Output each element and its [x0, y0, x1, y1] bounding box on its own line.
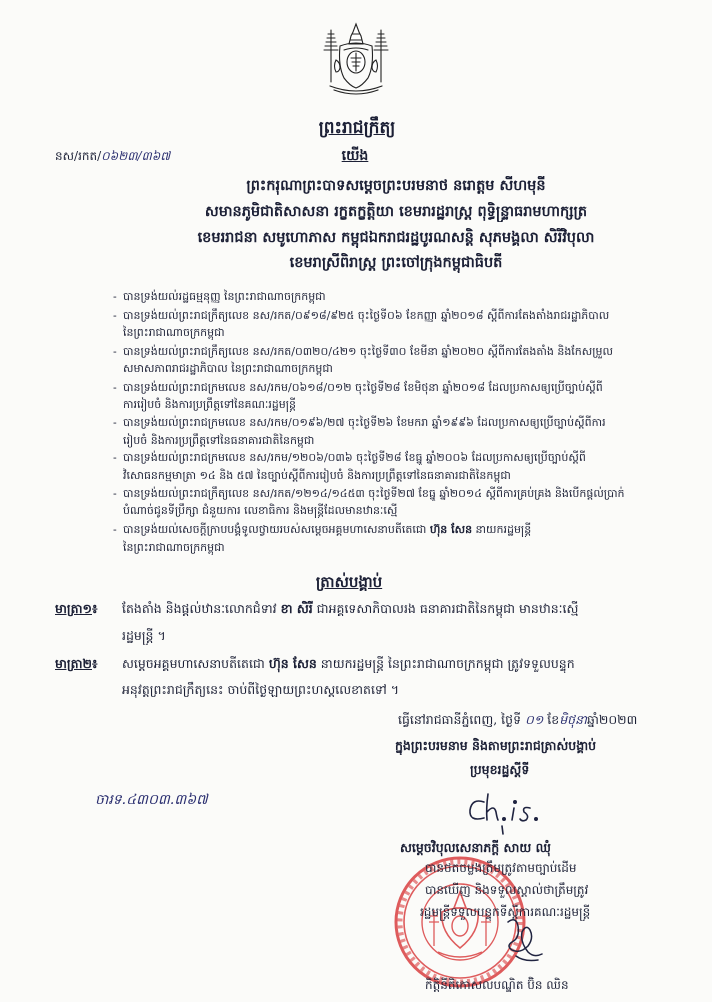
- preamble-line: រៀបចំ និងការប្រព្រឹត្តទៅនៃធនាគារជាតិនៃកម្ពុជា: [123, 434, 315, 447]
- bullet-marker: -: [113, 381, 117, 394]
- bullet-marker: -: [113, 345, 117, 358]
- signature-icon: [498, 912, 553, 967]
- article-line: [122, 600, 692, 618]
- royal-title-line: ព្រះករុណាព្រះបាទសម្តេចព្រះបរមនាថ នរោត្តម សីហមុនី: [246, 177, 546, 194]
- preamble-text: នាយករដ្ឋមន្ត្រី: [475, 523, 532, 536]
- signatory-name: សម្តេចវិបុលសេនាភក្តី សាយ ឈុំ: [400, 840, 551, 855]
- decree-reference: [55, 146, 255, 166]
- signature-icon: [462, 790, 562, 838]
- article-text: សម្តេចអគ្គមហាសេនាបតីតេជោ: [122, 656, 265, 671]
- article-line: [122, 655, 692, 673]
- registry-note: ចារទ.៤៣០៣.៣៦៧: [95, 792, 208, 808]
- preamble-line: បានទ្រង់យល់ព្រះរាជក្រឹត្យលេខ នស/រកត/០៣២០/៤២១ ចុះថ្ងៃទី៣០ ខែមីនា ឆ្នាំ២០២០ ស្តីពីការតែងតាំង និងកែសម្រួល: [123, 345, 613, 358]
- article-text: ជាអគ្គទេសាភិបាលរង ធនាគារជាតិនៃកម្ពុជា មានឋានៈស្មើ: [316, 601, 579, 616]
- authority-line: ក្នុងព្រះបរមនាម និងតាមព្រះរាជត្រាស់បង្គាប់: [395, 738, 597, 753]
- decree-we: យើង: [341, 148, 369, 164]
- article-number: មាត្រា២: [55, 656, 92, 671]
- preamble-text: បានទ្រង់យល់សេចក្តីក្រាបបង្គំទូលថ្វាយរបស់សម្តេចអគ្គមហាសេនាបតីតេជោ: [123, 523, 427, 536]
- preamble-line: នៃព្រះរាជាណាចក្រកម្ពុជា: [123, 541, 225, 554]
- article-label: [55, 655, 121, 673]
- bullet-marker: -: [113, 523, 117, 536]
- article-number: មាត្រា១: [55, 601, 92, 616]
- article-separator: ៖: [92, 601, 98, 616]
- preamble-line: នៃព្រះរាជាណាចក្រកម្ពុជា: [123, 326, 225, 339]
- preamble-line: បានទ្រង់យល់ព្រះរាជក្រមលេខ នស/រកម/០១៩៦/២៧ ចុះថ្ងៃទី២៦ ខែមករា ឆ្នាំ១៩៩៦ ដែលប្រកាសឲ្យប្រើច្បាប់ស្តីពីការ: [123, 416, 606, 429]
- preamble-line: សមាសភាពរាជរដ្ឋាភិបាល នៃព្រះរាជាណាចក្រកម្ពុជា: [123, 362, 333, 375]
- date-month-label: ខែ: [547, 712, 560, 727]
- article-line: អនុវត្តព្រះរាជក្រឹត្យនេះ ចាប់ពីថ្ងៃឡាយព្រះហស្តលេខាតទៅ ។: [122, 682, 400, 697]
- preamble-line: [123, 522, 671, 537]
- article-line: រដ្ឋមន្ត្រី ។: [122, 628, 166, 643]
- bullet-marker: -: [113, 451, 117, 464]
- appointee-name: ខា សិរី: [280, 601, 313, 616]
- decree-heading: ត្រាស់បង្គាប់: [315, 573, 383, 591]
- preamble-line: វិសោធនកម្មមាត្រា ១៤ និង ៥៧ នៃច្បាប់ស្តីពីការរៀបចំ និងការប្រព្រឹត្តទៅនៃធនាគារជាតិនៃកម្ពុជា: [123, 469, 511, 482]
- preamble-line: បានទ្រង់យល់រដ្ឋធម្មនុញ្ញ នៃព្រះរាជាណាចក្រកម្ពុជា: [123, 290, 326, 303]
- bullet-marker: -: [113, 487, 117, 500]
- head-of-state-title: ប្រមុខរដ្ឋស្តីទី: [470, 762, 530, 777]
- preamble-line: បានទ្រង់យល់ព្រះរាជក្រឹត្យលេខ នស/រកត/១២១៤/១៤៥៣ ចុះថ្ងៃទី២៧ ខែធ្នូ ឆ្នាំ២០១៤ ស្តីពីការគ្រប់គ្រង និងបើកផ្តល់ប្រាក់: [123, 487, 625, 500]
- certification-line: បានឃើញ និងទទួលស្គាល់ថាត្រឹមត្រូវ: [425, 883, 589, 897]
- certification-line: បានថតចម្លងត្រឹមត្រូវតាមច្បាប់ដើម: [425, 861, 577, 875]
- preamble-line: បានទ្រង់យល់ព្រះរាជក្រឹត្យលេខ នស/រកត/០៩១៨/៩២៥ ចុះថ្ងៃទី០៦ ខែកញ្ញា ឆ្នាំ២០១៨ ស្តីពីការតែងតាំងរាជរដ្ឋាភិបាល: [123, 309, 610, 322]
- royal-title-line: ខេមរាស្រីពិរាស្ត្រ ព្រះចៅក្រុងកម្ពុជាធិបតី: [289, 254, 503, 271]
- preamble-line: បានទ្រង់យល់ព្រះរាជក្រមលេខ នស/រកម/០៦១៨/០១២ ចុះថ្ងៃទី២៨ ខែមិថុនា ឆ្នាំ២០១៨ ដែលប្រកាសឲ្យប្រើច្បាប់ស្តីពី: [123, 381, 603, 394]
- royal-title-line: សមានភូមិជាតិសាសនា រក្ខតក្ខត្តិយា ខេមរារដ្ឋរាស្ត្រ ពុទ្ធិន្ទ្រាធរាមហាក្សត្រ: [204, 203, 588, 220]
- bullet-marker: -: [113, 416, 117, 429]
- preamble-line: បានទ្រង់យល់ព្រះរាជក្រមលេខ នស/រកម/១២០៦/០៣៦ ចុះថ្ងៃទី២៨ ខែធ្នូ ឆ្នាំ២០០៦ ដែលប្រកាសឲ្យប្រើច្បាប់ស្តីពី: [123, 451, 586, 464]
- date-prefix: ធ្វើនៅរាជធានីភ្នំពេញ, ថ្ងៃទី: [398, 712, 521, 727]
- date-day: ០១: [524, 712, 544, 727]
- date-month: មិថុនា: [559, 712, 587, 727]
- preamble-line: បំណាច់ជូនទីប្រឹក្សា ជំនួយការ លេខាធិការ និងមន្ត្រីដែលមានឋានៈស្មើ: [123, 504, 398, 517]
- preamble-line: ការរៀបចំ និងការប្រព្រឹត្តទៅនៃគណៈរដ្ឋមន្ត្រី: [123, 398, 297, 411]
- article-separator: ៖: [92, 656, 98, 671]
- certification-line: រដ្ឋមន្ត្រីទទួលបន្ទុកទីស្តីការគណៈរដ្ឋមន្ត្រី: [420, 905, 591, 919]
- prime-minister-name: ហ៊ុន សែន: [268, 656, 317, 671]
- bullet-marker: -: [113, 309, 117, 322]
- date-year: ឆ្នាំ២០២៣: [586, 712, 638, 727]
- royal-title-line: ខេមររាជនា សមូហោភាស កម្ពុជឯករាជរដ្ឋបូរណសន្តិ សុភមង្គលា សិរីវិបុលា: [197, 229, 595, 246]
- date-line: [398, 711, 698, 729]
- reference-number: ០៦២៣/៣៦៧: [101, 149, 171, 163]
- certifier-name: កិត្តិនីតិកោសលបណ្ឌិត ប៊ិន ឈិន: [425, 978, 569, 992]
- article-label: [55, 600, 121, 618]
- decree-title: ព្រះរាជក្រឹត្យ: [318, 118, 396, 138]
- article-text: នាយករដ្ឋមន្ត្រី នៃព្រះរាជាណាចក្រកម្ពុជា ត្រូវទទួលបន្ទុក: [320, 656, 575, 671]
- reference-prefix: នស/រកត/: [55, 149, 102, 163]
- article-text: តែងតាំង និងផ្តល់ឋានៈលោកជំទាវ: [122, 601, 277, 616]
- bullet-marker: -: [113, 290, 117, 303]
- royal-coat-of-arms-icon: [322, 22, 390, 98]
- prime-minister-name: ហ៊ុន សែន: [429, 523, 473, 536]
